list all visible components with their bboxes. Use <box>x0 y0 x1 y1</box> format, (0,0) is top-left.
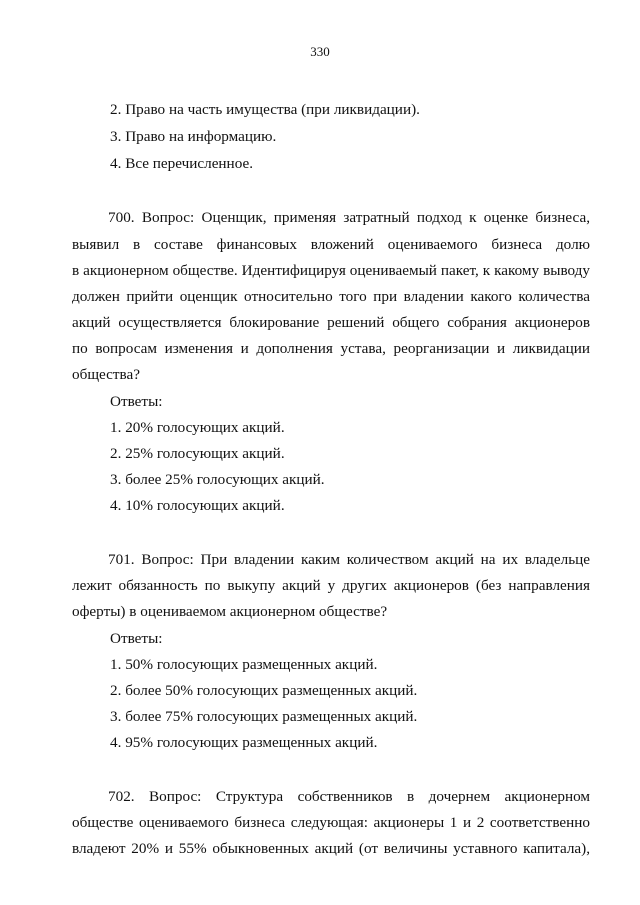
q700-line-7: общества? <box>72 366 140 383</box>
q700-answer-4: 4. 10% голосующих акций. <box>110 497 285 514</box>
q701-line-2: лежит обязанность по выкупу акций у других акционеров (без направления <box>72 577 590 594</box>
q701-line-1: 701. Вопрос: При владении каким количеством акций на их владельце <box>108 551 590 568</box>
prev-answer-3: 3. Право на информацию. <box>110 128 277 145</box>
q701-answer-3: 3. более 75% голосующих размещенных акций. <box>110 708 418 725</box>
q702-line-2: обществе оцениваемого бизнеса следующая: акционеры 1 и 2 соответственно <box>72 814 590 831</box>
prev-answer-2: 2. Право на часть имущества (при ликвидации). <box>110 101 420 118</box>
q700-line-1: 700. Вопрос: Оценщик, применяя затратный подход к оценке бизнеса, <box>108 209 590 226</box>
q700-answer-3: 3. более 25% голосующих акций. <box>110 471 325 488</box>
q701-answer-1: 1. 50% голосующих размещенных акций. <box>110 656 378 673</box>
q700-answer-1: 1. 20% голосующих акций. <box>110 419 285 436</box>
q700-answer-2: 2. 25% голосующих акций. <box>110 445 285 462</box>
q700-line-2: выявил в составе финансовых вложений оцениваемого бизнеса долю <box>72 236 590 253</box>
q702-line-3: владеют 20% и 55% обыкновенных акций (от величины уставного капитала), <box>72 840 590 857</box>
page-number: 330 <box>310 44 330 59</box>
q700-line-6: по вопросам изменения и дополнения устава, реорганизации и ликвидации <box>72 340 590 357</box>
q701-answers-label: Ответы: <box>110 630 163 647</box>
q701-line-3: оферты) в оцениваемом акционерном обществе? <box>72 603 388 620</box>
q700-line-5: акций осуществляется блокирование решений общего собрания акционеров <box>72 314 590 331</box>
q701-answer-4: 4. 95% голосующих размещенных акций. <box>110 734 378 751</box>
q702-line-1: 702. Вопрос: Структура собственников в дочернем акционерном <box>108 788 590 805</box>
q700-line-3: в акционерном обществе. Идентифицируя оцениваемый пакет, к какому выводу <box>72 262 590 279</box>
q700-line-4: должен прийти оценщик относительно того при владении какого количества <box>72 288 590 305</box>
q701-answer-2: 2. более 50% голосующих размещенных акций. <box>110 682 418 699</box>
prev-answer-4: 4. Все перечисленное. <box>110 155 254 172</box>
q700-answers-label: Ответы: <box>110 393 163 410</box>
